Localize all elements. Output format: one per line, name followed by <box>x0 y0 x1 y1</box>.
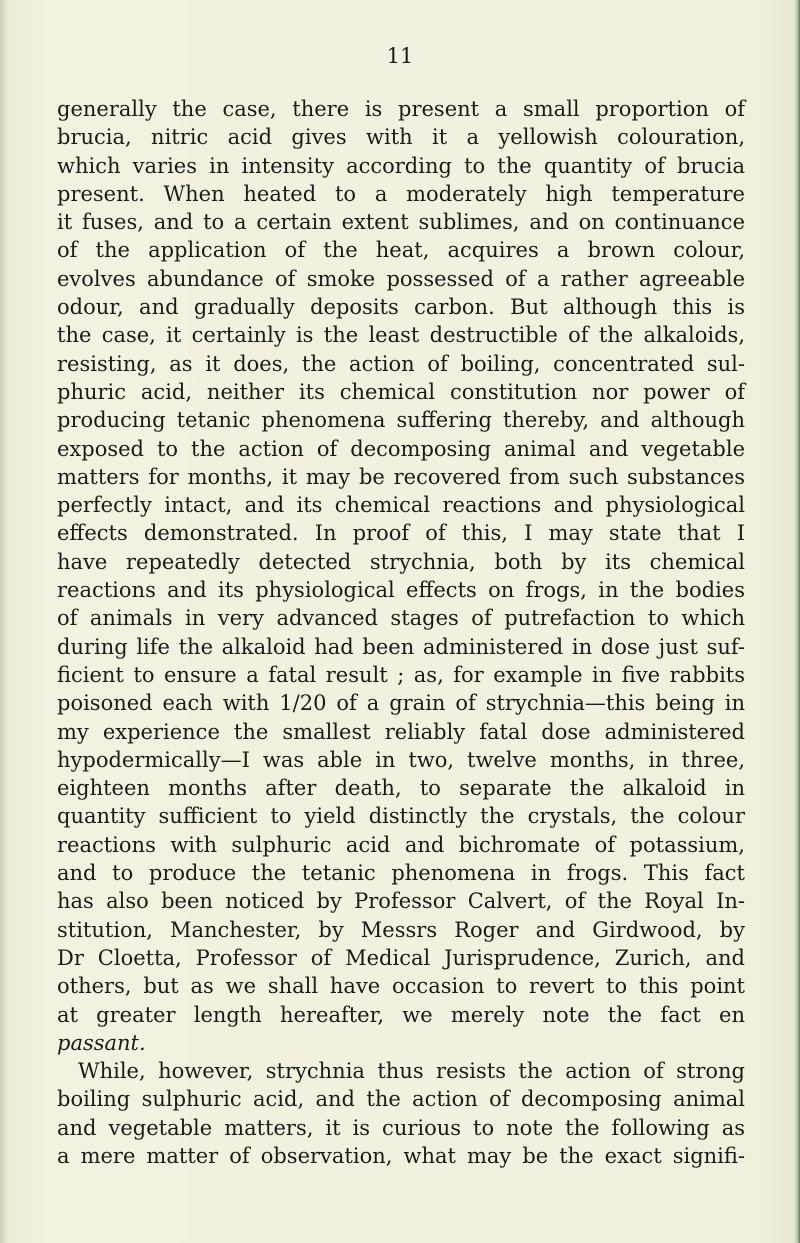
text-line: reactions with sulphuric acid and bichromate of potassium, <box>57 832 745 857</box>
text-line: perfectly intact, and its chemical reactions and physiological <box>57 493 745 518</box>
text-line: others, but as we shall have occasion to revert to this point <box>57 974 745 999</box>
text-line: a mere matter of observation, what may be the exact signifi- <box>57 1143 745 1168</box>
text-line: hypodermically—I was able in two, twelve months, in three, <box>57 747 745 772</box>
text-line: have repeatedly detected strychnia, both by its chemical <box>57 549 745 574</box>
text-line: and vegetable matters, it is curious to note the following as <box>57 1115 745 1140</box>
text-line: quantity sufficient to yield distinctly the crystals, the colour <box>57 804 745 829</box>
text-line: reactions and its physiological effects on frogs, in the bodies <box>57 578 745 603</box>
text-line: at greater length hereafter, we merely note the fact en <box>57 1002 745 1027</box>
text-line: Dr Cloetta, Professor of Medical Jurisprudence, Zurich, and <box>57 945 745 970</box>
text-line: poisoned each with 1/20 of a grain of strychnia—this being in <box>57 691 745 716</box>
text-line: evolves abundance of smoke possessed of a rather agreeable <box>57 266 745 291</box>
text-line: producing tetanic phenomena suffering thereby, and although <box>57 408 745 433</box>
text-line: exposed to the action of decomposing animal and vegetable <box>57 436 745 461</box>
text-line: matters for months, it may be recovered from such substances <box>57 464 745 489</box>
text-line: of the application of the heat, acquires a brown colour, <box>57 238 745 263</box>
paragraph-first-line: While, however, strychnia thus resists the action of strong <box>78 1059 745 1084</box>
text-line: present. When heated to a moderately high temperature <box>57 181 745 206</box>
text-line: my experience the smallest reliably fatal dose administered <box>57 719 745 744</box>
page-number: 11 <box>386 44 414 68</box>
text-line: which varies in intensity according to the quantity of brucia <box>57 153 745 178</box>
text-line: resisting, as it does, the action of boiling, concentrated sul- <box>57 351 745 376</box>
text-line: boiling sulphuric acid, and the action of decomposing animal <box>57 1087 745 1112</box>
text-line: generally the case, there is present a small proportion of <box>57 97 745 121</box>
text-line: has also been noticed by Professor Calvert, of the Royal In- <box>57 889 745 914</box>
page-left-edge <box>0 0 8 1243</box>
text-line: phuric acid, neither its chemical constitution nor power of <box>57 379 745 404</box>
text-line: of animals in very advanced stages of putrefaction to which <box>57 606 745 631</box>
italic-text-line: passant. <box>57 1030 146 1055</box>
text-line: odour, and gradually deposits carbon. But although this is <box>57 295 745 320</box>
page-right-edge <box>794 0 800 1243</box>
text-line: effects demonstrated. In proof of this, I may state that I <box>57 521 745 546</box>
text-line: the case, it certainly is the least destructible of the alkaloids, <box>57 323 745 348</box>
text-line: eighteen months after death, to separate the alkaloid in <box>57 776 745 801</box>
text-line: ficient to ensure a fatal result ; as, for example in five rabbits <box>57 662 745 687</box>
text-line: and to produce the tetanic phenomena in frogs. This fact <box>57 861 745 886</box>
body-text <box>57 95 745 1170</box>
text-line: stitution, Manchester, by Messrs Roger and Girdwood, by <box>57 917 745 942</box>
text-line: it fuses, and to a certain extent sublimes, and on continuance <box>57 210 745 235</box>
text-line: during life the alkaloid had been administered in dose just suf- <box>57 634 745 659</box>
text-line: brucia, nitric acid gives with it a yellowish colouration, <box>57 125 745 150</box>
